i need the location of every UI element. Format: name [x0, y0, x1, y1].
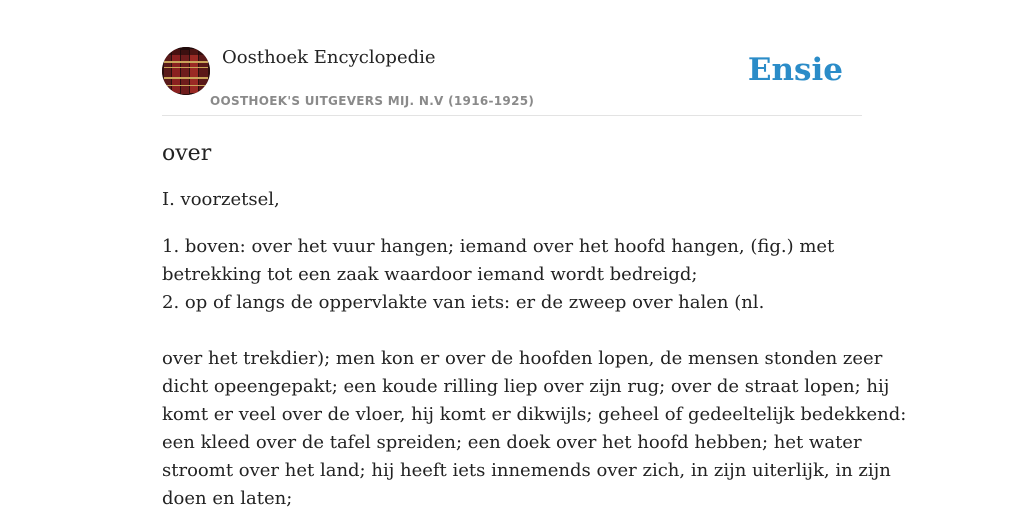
book-spines-icon [162, 47, 210, 95]
entry-line: komt er veel over de vloer, hij komt er dikwijls; geheel of gedeeltelijk bedekkend: [162, 404, 907, 425]
entry-line: doen en laten; [162, 488, 293, 509]
entry-line: betrekking tot een zaak waardoor iemand wordt bedreigd; [162, 264, 698, 285]
entry-content [162, 136, 907, 513]
source-title[interactable]: Oosthoek Encyclopedie [222, 47, 436, 68]
entry-line: stroomt over het land; hij heeft iets innemends over zich, in zijn uiterlijk, in zijn [162, 460, 891, 481]
entry-line: over het trekdier); men kon er over de hoofden lopen, de mensen stonden zeer [162, 348, 883, 369]
entry-line: een kleed over de tafel spreiden; een doek over het hoofd hebben; het water [162, 432, 862, 453]
entry-line: dicht opeengepakt; een koude rilling liep over zijn rug; over de straat lopen; hij [162, 376, 890, 397]
entry-line: 1. boven: over het vuur hangen; iemand over het hoofd hangen, (fig.) met [162, 236, 835, 257]
entry-title: over [162, 141, 212, 166]
entry-line: 2. op of langs de oppervlakte van iets: er de zweep over halen (nl. [162, 292, 765, 313]
ensie-logo[interactable]: Ensie [747, 52, 843, 88]
source-subtitle: OOSTHOEK'S UITGEVERS MIJ. N.V (1916-1925) [210, 94, 535, 108]
source-avatar[interactable] [162, 47, 210, 95]
source-header [162, 46, 862, 116]
entry-line: I. voorzetsel, [162, 189, 280, 210]
